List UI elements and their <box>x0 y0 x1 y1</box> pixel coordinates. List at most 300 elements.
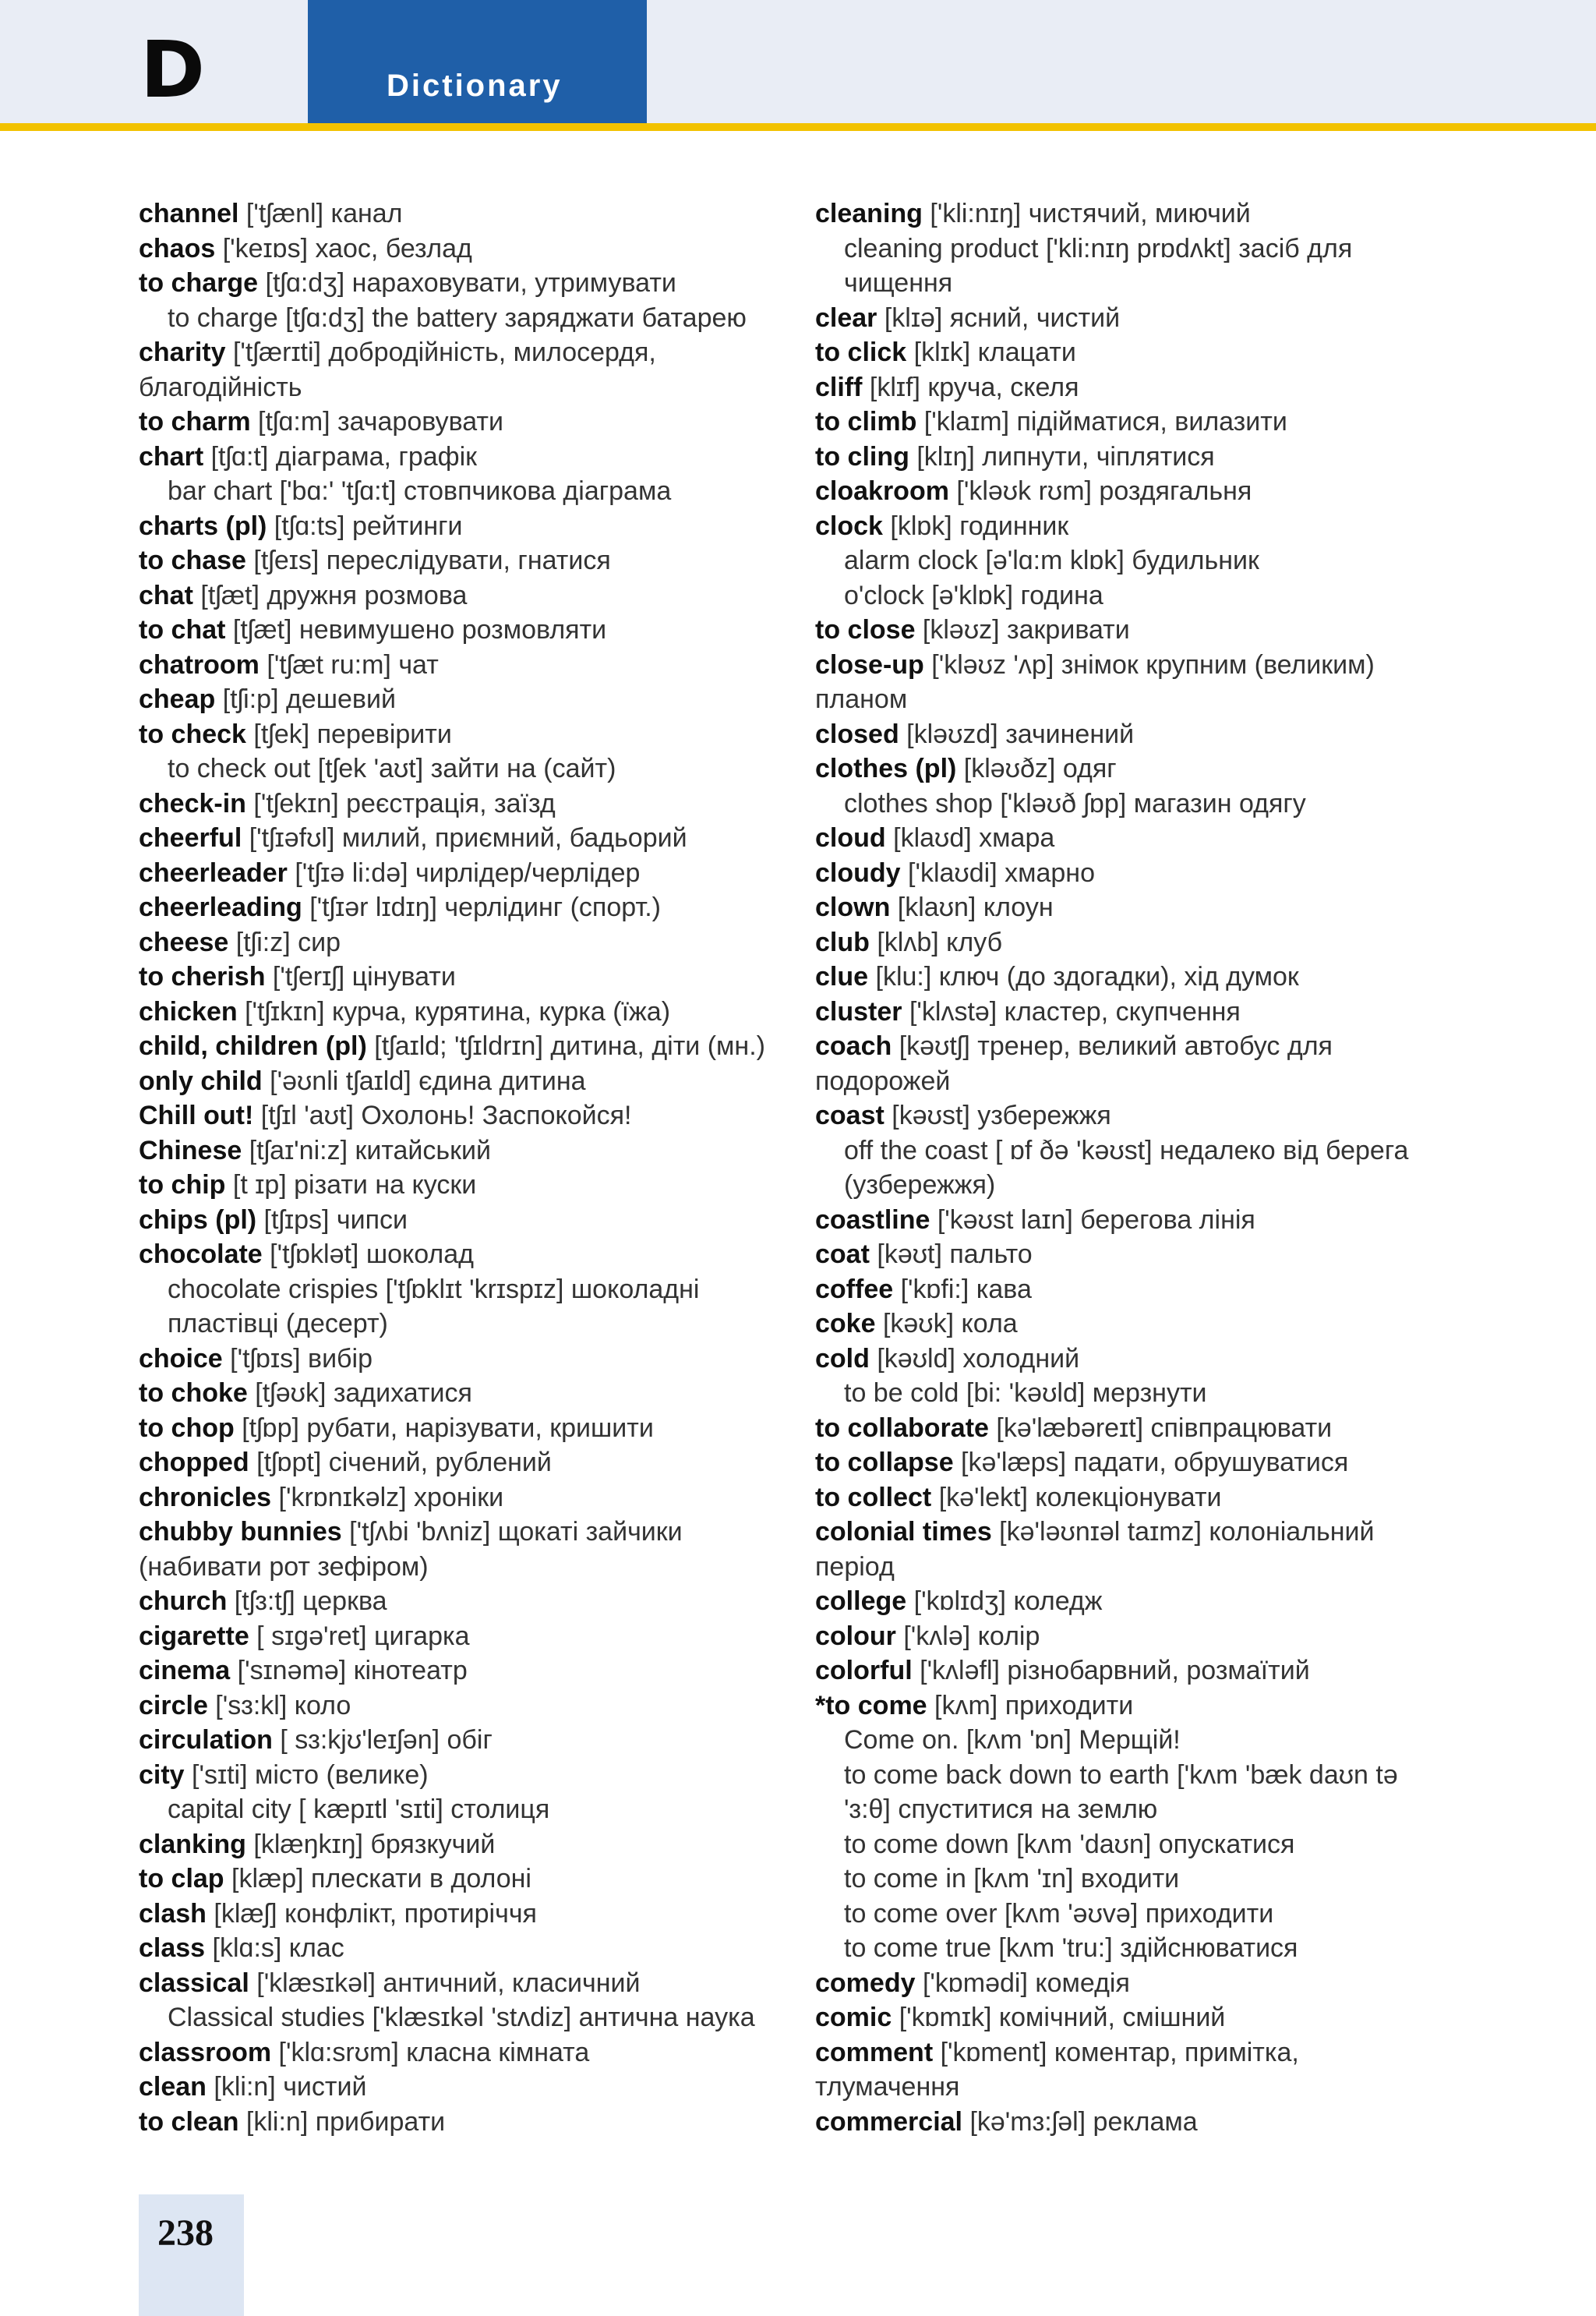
entry-text: [klu:] ключ (до здогадки), хід думок <box>868 962 1299 992</box>
dictionary-entry <box>139 1688 856 1724</box>
dictionary-entry <box>139 440 856 475</box>
dictionary-entry <box>139 1584 856 1619</box>
dictionary-subentry <box>139 474 856 509</box>
section-letter: D <box>140 24 206 115</box>
header-rule <box>0 123 1596 131</box>
dictionary-entry <box>139 1029 856 1064</box>
dictionary-entry <box>815 1966 1532 2001</box>
dictionary-entry <box>139 266 856 301</box>
dictionary-entry <box>815 995 1532 1030</box>
entry-text: [tʃɑ:t] діаграма, графік <box>203 441 478 472</box>
headword: clock <box>815 511 883 541</box>
dictionary-entry <box>139 1342 856 1377</box>
dictionary-entry <box>139 1653 856 1688</box>
headword: to charm <box>139 407 251 437</box>
headword: to cling <box>815 441 909 472</box>
dictionary-entry <box>815 474 1532 509</box>
entry-text: cleaning product ['kli:nɪŋ prɒdʌkt] засіб для <box>844 233 1353 263</box>
dictionary-entry <box>139 232 856 267</box>
headword: chopped <box>139 1448 249 1477</box>
entry-text: [tʃek] перевірити <box>245 719 452 749</box>
entry-text: [kəʊst] узбережжя <box>884 1101 1111 1130</box>
entry-text: ['sɪnəmə] кінотеатр <box>230 1656 468 1685</box>
headword: choice <box>139 1343 223 1374</box>
headword: colour <box>815 1621 896 1651</box>
dictionary-entry <box>139 995 856 1030</box>
dictionary-entry <box>815 370 1532 405</box>
headword: chaos <box>139 233 216 263</box>
headword: chart <box>139 441 204 472</box>
dictionary-column-right <box>815 196 1532 2139</box>
dictionary-entry <box>139 1203 856 1238</box>
dictionary-entry <box>139 1064 856 1099</box>
dictionary-entry <box>815 405 1532 440</box>
headword: college <box>815 1586 907 1616</box>
headword: cloudy <box>815 857 901 888</box>
entry-text: ['tʃɪər lɪdɪŋ] черлідинг (спорт.) <box>302 893 661 922</box>
entry-text: [kə'læbəreɪt] співпрацювати <box>988 1413 1333 1443</box>
dictionary-subentry <box>815 1897 1532 1932</box>
headword: chicken <box>139 996 238 1027</box>
entry-text: [tʃi:p] дешевий <box>215 684 396 714</box>
entry-text: благодійність <box>139 372 302 402</box>
dictionary-entry <box>139 196 856 232</box>
entry-text: [klʌb] клуб <box>869 927 1003 957</box>
entry-text: [tʃeɪs] переслідувати, гнатися <box>245 546 611 575</box>
headword: coke <box>815 1309 876 1338</box>
dictionary-subentry <box>139 1307 856 1342</box>
headword: coast <box>815 1101 885 1130</box>
dictionary-entry <box>139 717 856 752</box>
dictionary-entry <box>139 335 856 370</box>
entry-text: ['keɪɒs] хаос, безлад <box>215 233 472 263</box>
entry-text: ['sɪti] місто (велике) <box>184 1759 429 1790</box>
entry-text: ['klʌstə] кластер, скупчення <box>902 996 1241 1027</box>
entry-text: [klæʃ] конфлікт, протиріччя <box>206 1898 537 1929</box>
headword: to clap <box>139 1864 224 1893</box>
entry-text: ['klæsɪkəl] античний, класичний <box>249 1968 641 1998</box>
entry-text: [tʃɪl 'aʊt] Охолонь! Заспокойся! <box>253 1101 632 1130</box>
headword: club <box>815 927 870 957</box>
entry-text: [kə'læps] падати, обрушуватися <box>953 1448 1349 1477</box>
headword: cluster <box>815 996 902 1027</box>
entry-text: [kəʊk] кола <box>875 1309 1018 1338</box>
dictionary-entry <box>139 1237 856 1272</box>
headword: clear <box>815 302 877 333</box>
entry-text: [tʃæt] дружня розмова <box>192 580 468 610</box>
dictionary-entry <box>139 613 856 648</box>
dictionary-entry <box>815 2000 1532 2035</box>
entry-text: [kə'ləʊnɪəl taɪmz] колоніальний <box>991 1517 1375 1547</box>
dictionary-entry <box>815 613 1532 648</box>
dictionary-entry <box>815 925 1532 960</box>
entry-text: [kʌm] приходити <box>927 1690 1134 1720</box>
headword: *to come <box>815 1690 927 1720</box>
entry-text: to come down [kʌm 'daʊn] опускатися <box>844 1829 1295 1859</box>
entry-text: o'clock [ə'klɒk] година <box>844 580 1103 610</box>
dictionary-column-left <box>139 196 856 2139</box>
dictionary-entry <box>139 1931 856 1966</box>
dictionary-subentry <box>815 1792 1532 1827</box>
headword: charts (pl) <box>139 511 267 541</box>
entry-text: [ sɪgə'ret] цигарка <box>249 1621 470 1651</box>
entry-text: [kəʊtʃ] тренер, великий автобус для <box>892 1031 1333 1061</box>
entry-text: off the coast [ ɒf ðə 'kəʊst] недалеко від берега <box>844 1135 1409 1165</box>
headword: clean <box>139 2072 207 2102</box>
entry-text: ['klaɪm] підійматися, вилазити <box>916 407 1287 437</box>
headword: comment <box>815 2037 934 2067</box>
dictionary-entry <box>139 787 856 822</box>
entry-text: ['tʃænl] канал <box>238 199 403 228</box>
entry-text: alarm clock [ə'lɑ:m klɒk] будильник <box>844 546 1259 575</box>
dictionary-entry <box>815 301 1532 336</box>
entry-text: [klɪŋ] липнути, чіплятися <box>909 441 1215 472</box>
dictionary-entry <box>139 543 856 578</box>
entry-text: [tʃaɪld; 'tʃɪldrɪn] дитина, діти (мн.) <box>366 1031 765 1061</box>
dictionary-subentry <box>815 543 1532 578</box>
entry-text: ['kɒlɪdʒ] коледж <box>906 1586 1103 1616</box>
dictionary-entry <box>815 1342 1532 1377</box>
dictionary-entry-continuation <box>139 1550 856 1585</box>
dictionary-entry <box>815 335 1532 370</box>
entry-text: ['tʃɒɪs] вибір <box>222 1343 373 1374</box>
dictionary-entry <box>815 509 1532 544</box>
entry-text: [tʃæt] невимушено розмовляти <box>225 615 607 645</box>
dictionary-entry <box>815 960 1532 995</box>
dictionary-entry <box>815 1688 1532 1724</box>
entry-text: ['kʌlə] колір <box>895 1621 1040 1651</box>
entry-text: подорожей <box>815 1066 951 1096</box>
entry-text: [kli:n] чистий <box>206 2072 367 2102</box>
headword: cheerleading <box>139 893 302 922</box>
dictionary-entry-continuation <box>815 2070 1532 2105</box>
headword: to chat <box>139 615 226 645</box>
headword: Chill out! <box>139 1101 254 1130</box>
dictionary-entry <box>139 1827 856 1862</box>
dictionary-subentry <box>815 1931 1532 1966</box>
entry-text: ['əʊnli tʃaɪld] єдина дитина <box>262 1066 586 1096</box>
dictionary-entry <box>815 2105 1532 2140</box>
entry-text: [kləʊðz] одяг <box>956 754 1117 783</box>
entry-text: ['tʃærɪti] добродійність, милосердя, <box>225 338 656 367</box>
dictionary-entry <box>815 1272 1532 1307</box>
entry-text: chocolate crispies ['tʃɒklɪt 'krɪspɪz] шоколадні <box>168 1274 700 1304</box>
dictionary-entry <box>815 2035 1532 2070</box>
headword: cheerleader <box>139 857 288 888</box>
dictionary-entry <box>815 1653 1532 1688</box>
dictionary-entry <box>139 890 856 925</box>
dictionary-entry-continuation <box>139 370 856 405</box>
dictionary-entry <box>815 1619 1532 1654</box>
dictionary-entry <box>139 1897 856 1932</box>
header-band <box>0 0 1596 123</box>
entry-text: ['kʌləfl] різнобарвний, розмаїтий <box>912 1656 1310 1685</box>
headword: cigarette <box>139 1621 249 1651</box>
entry-text: to come over [kʌm 'əʊvə] приходити <box>844 1898 1274 1929</box>
headword: to close <box>815 615 916 645</box>
headword: cloakroom <box>815 476 949 506</box>
dictionary-entry <box>815 196 1532 232</box>
dictionary-entry <box>139 1133 856 1169</box>
entry-text: пластівці (десерт) <box>168 1309 388 1338</box>
dictionary-entry <box>139 856 856 891</box>
entry-text: [klɑ:s] клас <box>205 1933 344 1963</box>
dictionary-entry-continuation <box>815 1550 1532 1585</box>
entry-text: [klæp] плескати в долоні <box>224 1864 531 1893</box>
entry-text: [klaʊn] клоун <box>890 893 1054 922</box>
headword: to chip <box>139 1170 226 1200</box>
headword: clown <box>815 893 891 922</box>
dictionary-entry <box>139 2070 856 2105</box>
headword: to climb <box>815 407 917 437</box>
headword: class <box>139 1933 206 1963</box>
headword: cheese <box>139 927 229 957</box>
entry-text: to come back down to earth ['kʌm 'bæk daʊn tə <box>844 1759 1398 1790</box>
entry-text: ['tʃɪkɪn] курча, курятина, курка (їжа) <box>237 996 671 1027</box>
entry-text: bar chart ['bɑ:' 'tʃɑ:t] стовпчикова діаграма <box>168 476 672 506</box>
dictionary-subentry <box>139 1272 856 1307</box>
entry-text: ['kəʊst laɪn] берегова лінія <box>930 1204 1255 1235</box>
headword: close-up <box>815 649 924 680</box>
dictionary-entry <box>139 405 856 440</box>
headword: circulation <box>139 1725 273 1755</box>
dictionary-entry <box>815 856 1532 891</box>
dictionary-subentry <box>815 1827 1532 1862</box>
entry-text: [tʃɑ:ts] рейтинги <box>267 511 463 541</box>
dictionary-entry <box>139 1966 856 2001</box>
dictionary-entry <box>139 682 856 717</box>
dictionary-entry <box>815 1098 1532 1133</box>
dictionary-entry <box>139 1411 856 1446</box>
dictionary-subentry <box>815 1862 1532 1897</box>
dictionary-entry <box>139 1168 856 1203</box>
dictionary-entry <box>815 1029 1532 1064</box>
headword: clanking <box>139 1829 246 1859</box>
page-number: 238 <box>157 2212 214 2254</box>
dictionary-entry <box>815 648 1532 683</box>
dictionary-entry <box>139 1376 856 1411</box>
entry-text: [kləʊz] закривати <box>915 615 1130 645</box>
entry-text: тлумачення <box>815 2072 960 2102</box>
headword: cheerful <box>139 823 242 853</box>
entry-text: [klɒk] годинник <box>882 511 1069 541</box>
entry-text: ['tʃɪə li:də] чирлідер/черлідер <box>287 857 641 888</box>
headword: closed <box>815 719 899 749</box>
headword: city <box>139 1759 185 1790</box>
dictionary-entry <box>815 1237 1532 1272</box>
headword: colorful <box>815 1656 913 1685</box>
dictionary-subentry <box>815 232 1532 267</box>
dictionary-entry <box>815 1307 1532 1342</box>
headword: to collaborate <box>815 1413 989 1443</box>
headword: to chop <box>139 1413 235 1443</box>
headword: coach <box>815 1031 892 1061</box>
dictionary-subentry <box>815 266 1532 301</box>
dictionary-entry <box>815 821 1532 856</box>
dictionary-entry <box>139 578 856 613</box>
entry-text: період <box>815 1551 895 1582</box>
headword: classroom <box>139 2037 272 2067</box>
dictionary-entry-continuation <box>815 682 1532 717</box>
dictionary-entry <box>139 1723 856 1758</box>
entry-text: [klæŋkɪŋ] брязкучий <box>245 1829 496 1859</box>
headword: child, children (pl) <box>139 1031 367 1061</box>
entry-text: ['tʃɒklət] шоколад <box>262 1239 475 1269</box>
entry-text: [tʃɑ:m] зачаровувати <box>250 407 503 437</box>
headword: cinema <box>139 1656 231 1685</box>
dictionary-entry <box>815 1203 1532 1238</box>
entry-text: ['kləʊk rʊm] роздягальня <box>948 476 1252 506</box>
entry-text: to charge [tʃɑ:dʒ] the battery заряджати батарею <box>168 302 747 333</box>
entry-text: [tʃɒp] рубати, нарізувати, кришити <box>234 1413 654 1443</box>
headword: to check <box>139 719 246 749</box>
entry-text: ['tʃʌbi 'bʌniz] щокаті зайчики <box>341 1517 683 1547</box>
headword: to cherish <box>139 962 266 992</box>
entry-text: планом <box>815 684 908 714</box>
entry-text: (узбережжя) <box>844 1170 996 1200</box>
dictionary-entry <box>139 1515 856 1550</box>
headword: channel <box>139 199 239 228</box>
dictionary-entry <box>139 1445 856 1480</box>
entry-text: [tʃəʊk] задихатися <box>247 1378 472 1408</box>
dictionary-entry <box>815 1515 1532 1550</box>
dictionary-entry <box>139 2035 856 2070</box>
entry-text: to be cold [bi: 'kəʊld] мерзнути <box>844 1378 1207 1408</box>
headword: cloud <box>815 823 886 853</box>
entry-text: ['kli:nɪŋ] чистячий, миючий <box>922 199 1251 228</box>
entry-text: to come in [kʌm 'ɪn] входити <box>844 1864 1180 1893</box>
entry-text: [klɪf] круча, скеля <box>862 372 1079 402</box>
entry-text: [t ɪp] різати на куски <box>225 1170 477 1200</box>
headword: coastline <box>815 1204 930 1235</box>
dictionary-subentry <box>815 1133 1532 1169</box>
entry-text: [klɪk] клацати <box>906 338 1076 367</box>
dictionary-subentry <box>815 787 1532 822</box>
entry-text: ['tʃæt ru:m] чат <box>259 649 439 680</box>
headword: chronicles <box>139 1482 272 1512</box>
dictionary-entry <box>139 1480 856 1515</box>
dictionary-entry <box>815 1480 1532 1515</box>
entry-text: ['kɒmədi] комедія <box>915 1968 1130 1998</box>
entry-text: to check out [tʃek 'aʊt] зайти на (сайт) <box>168 754 616 783</box>
dictionary-entry <box>815 1411 1532 1446</box>
headword: classical <box>139 1968 249 1998</box>
headword: to click <box>815 338 907 367</box>
dictionary-subentry <box>139 2000 856 2035</box>
headword: clue <box>815 962 869 992</box>
dictionary-subentry <box>815 1168 1532 1203</box>
headword: chatroom <box>139 649 260 680</box>
headword: to choke <box>139 1378 248 1408</box>
headword: Chinese <box>139 1135 242 1165</box>
entry-text: [klɪə] ясний, чистий <box>877 302 1121 333</box>
page-number-box <box>139 2194 244 2316</box>
section-tab <box>308 0 647 123</box>
headword: only child <box>139 1066 263 1096</box>
headword: chat <box>139 580 193 610</box>
entry-text: [klaʊd] хмара <box>885 823 1055 853</box>
dictionary-subentry <box>139 1792 856 1827</box>
entry-text: [ sɜ:kjʊ'leɪʃən] обіг <box>272 1725 493 1755</box>
headword: cold <box>815 1343 870 1374</box>
entry-text: [kə'lekt] колекціонувати <box>931 1482 1222 1512</box>
headword: charity <box>139 338 226 367</box>
dictionary-entry <box>139 925 856 960</box>
entry-text: чищення <box>844 268 953 298</box>
headword: comedy <box>815 1968 916 1998</box>
headword: coffee <box>815 1274 894 1304</box>
dictionary-entry <box>139 1758 856 1793</box>
dictionary-entry <box>815 1445 1532 1480</box>
entry-text: ['klaʊdi] хмарно <box>900 857 1095 888</box>
entry-text: [kəʊt] пальто <box>869 1239 1033 1269</box>
dictionary-entry <box>139 1098 856 1133</box>
section-title: Dictionary <box>387 69 563 103</box>
dictionary-entry <box>139 1862 856 1897</box>
headword: colonial times <box>815 1517 992 1547</box>
entry-text: ['tʃɪəfʊl] милий, приємний, бадьорий <box>242 823 687 853</box>
headword: check-in <box>139 788 246 819</box>
headword: circle <box>139 1690 208 1720</box>
entry-text: [tʃaɪ'ni:z] китайський <box>242 1135 491 1165</box>
headword: cliff <box>815 372 863 402</box>
entry-text: [kə'mɜ:ʃəl] реклама <box>962 2106 1198 2137</box>
entry-text: ['krɒnɪkəlz] хроніки <box>271 1482 504 1512</box>
headword: commercial <box>815 2106 962 2137</box>
dictionary-entry <box>815 1584 1532 1619</box>
headword: chubby bunnies <box>139 1517 342 1547</box>
entry-text: (набивати рот зефіром) <box>139 1551 429 1582</box>
entry-text: [kləʊzd] зачинений <box>899 719 1135 749</box>
headword: cleaning <box>815 199 923 228</box>
dictionary-entry <box>139 960 856 995</box>
dictionary-entry-continuation <box>815 1064 1532 1099</box>
entry-text: [tʃi:z] сир <box>228 927 341 957</box>
dictionary-entry <box>815 890 1532 925</box>
headword: coat <box>815 1239 870 1269</box>
entry-text: [tʃɒpt] січений, рублений <box>249 1448 552 1477</box>
headword: to clean <box>139 2106 239 2137</box>
dictionary-subentry <box>815 1723 1532 1758</box>
dictionary-entry <box>139 2105 856 2140</box>
headword: chocolate <box>139 1239 263 1269</box>
headword: to chase <box>139 546 246 575</box>
headword: comic <box>815 2003 892 2032</box>
entry-text: to come true [kʌm 'tru:] здійснюватися <box>844 1933 1298 1963</box>
dictionary-subentry <box>139 301 856 336</box>
entry-text: ['kləʊz 'ʌp] знімок крупним (великим) <box>923 649 1375 680</box>
dictionary-entry <box>139 509 856 544</box>
entry-text: ['kɒment] коментар, примітка, <box>933 2037 1299 2067</box>
entry-text: [kəʊld] холодний <box>869 1343 1080 1374</box>
entry-text: ['kɒmɪk] комічний, смішний <box>892 2003 1226 2032</box>
entry-text: [tʃɪps] чипси <box>256 1204 408 1235</box>
dictionary-subentry <box>815 578 1532 613</box>
entry-text: Come on. [kʌm 'ɒn] Мерщій! <box>844 1725 1181 1755</box>
entry-text: clothes shop ['kləʊð ʃɒp] магазин одягу <box>844 788 1306 819</box>
headword: clothes (pl) <box>815 754 957 783</box>
dictionary-entry <box>815 717 1532 752</box>
headword: clash <box>139 1898 207 1929</box>
entry-text: [tʃɑ:dʒ] нараховувати, утримувати <box>258 268 676 298</box>
entry-text: ['kɒfi:] кава <box>893 1274 1032 1304</box>
headword: cheap <box>139 684 216 714</box>
dictionary-entry <box>815 751 1532 787</box>
headword: chips (pl) <box>139 1204 257 1235</box>
dictionary-subentry <box>815 1758 1532 1793</box>
entry-text: ['tʃerɪʃ] цінувати <box>265 962 456 992</box>
entry-text: Classical studies ['klæsɪkəl 'stʌdiz] антична наука <box>168 2003 755 2032</box>
